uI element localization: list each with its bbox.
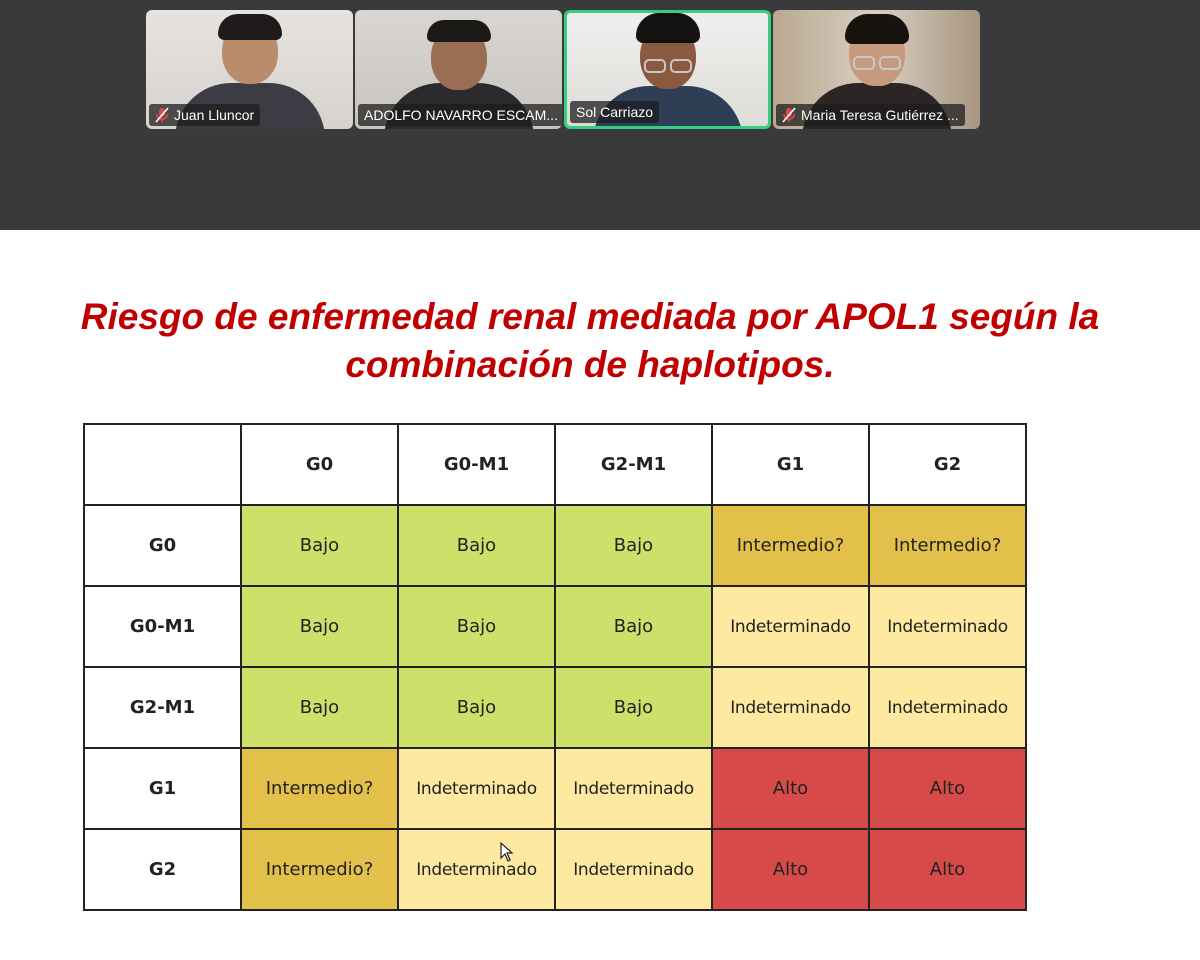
participant-tile-active-speaker[interactable] [564, 10, 771, 129]
risk-cell-alto: Alto [869, 748, 1026, 829]
table-header-row [84, 424, 1026, 505]
column-header: G1 [712, 424, 869, 505]
participant-tile[interactable] [355, 10, 562, 129]
row-header: G0 [84, 505, 241, 586]
participant-name: Sol Carriazo [576, 104, 654, 120]
risk-table [83, 423, 1027, 911]
column-header: G0 [241, 424, 398, 505]
table-row [84, 748, 1026, 829]
participant-name: ADOLFO NAVARRO ESCAM... [364, 107, 558, 123]
slide-title-line-2: combinación de haplotipos. [345, 344, 835, 385]
column-header: G2-M1 [555, 424, 712, 505]
video-strip [146, 10, 980, 129]
table-row [84, 829, 1026, 910]
risk-cell-inter: Intermedio? [712, 505, 869, 586]
risk-cell-indet: Indeterminado [869, 586, 1026, 667]
table-row [84, 586, 1026, 667]
table-row [84, 667, 1026, 748]
participant-name-tag [358, 104, 562, 126]
risk-cell-alto: Alto [712, 748, 869, 829]
risk-cell-inter: Intermedio? [241, 748, 398, 829]
risk-cell-bajo: Bajo [241, 505, 398, 586]
mouse-pointer-icon [500, 842, 514, 862]
row-header: G2 [84, 829, 241, 910]
column-header: G0-M1 [398, 424, 555, 505]
table-row [84, 505, 1026, 586]
risk-cell-bajo: Bajo [555, 667, 712, 748]
risk-cell-bajo: Bajo [241, 586, 398, 667]
risk-cell-bajo: Bajo [398, 586, 555, 667]
risk-cell-bajo: Bajo [555, 586, 712, 667]
column-header: G2 [869, 424, 1026, 505]
risk-cell-bajo: Bajo [555, 505, 712, 586]
risk-cell-bajo: Bajo [241, 667, 398, 748]
risk-cell-bajo: Bajo [398, 505, 555, 586]
risk-cell-inter: Intermedio? [241, 829, 398, 910]
participant-name: Juan Lluncor [174, 107, 255, 123]
participant-name-tag [570, 101, 659, 123]
risk-cell-indet: Indeterminado [555, 748, 712, 829]
slide-title [20, 293, 1160, 389]
risk-cell-indet: Indeterminado [712, 667, 869, 748]
participant-name: Maria Teresa Gutiérrez ... [801, 107, 959, 123]
video-participants-bar [0, 0, 1200, 230]
risk-cell-indet: Indeterminado [712, 586, 869, 667]
participant-tile[interactable] [773, 10, 980, 129]
risk-cell-alto: Alto [869, 829, 1026, 910]
row-header: G0-M1 [84, 586, 241, 667]
risk-cell-bajo: Bajo [398, 667, 555, 748]
microphone-muted-icon [782, 107, 796, 123]
row-header: G1 [84, 748, 241, 829]
slide-title-line-1: Riesgo de enfermedad renal mediada por APOL1 según la [80, 296, 1100, 337]
microphone-muted-icon [155, 107, 169, 123]
participant-name-tag [776, 104, 965, 126]
risk-cell-inter: Intermedio? [869, 505, 1026, 586]
participant-name-tag [149, 104, 260, 126]
participant-tile[interactable] [146, 10, 353, 129]
risk-cell-indet: Indeterminado [398, 829, 555, 910]
risk-cell-indet: Indeterminado [869, 667, 1026, 748]
corner-cell [84, 424, 241, 505]
row-header: G2-M1 [84, 667, 241, 748]
risk-cell-indet: Indeterminado [398, 748, 555, 829]
risk-cell-indet: Indeterminado [555, 829, 712, 910]
risk-cell-alto: Alto [712, 829, 869, 910]
